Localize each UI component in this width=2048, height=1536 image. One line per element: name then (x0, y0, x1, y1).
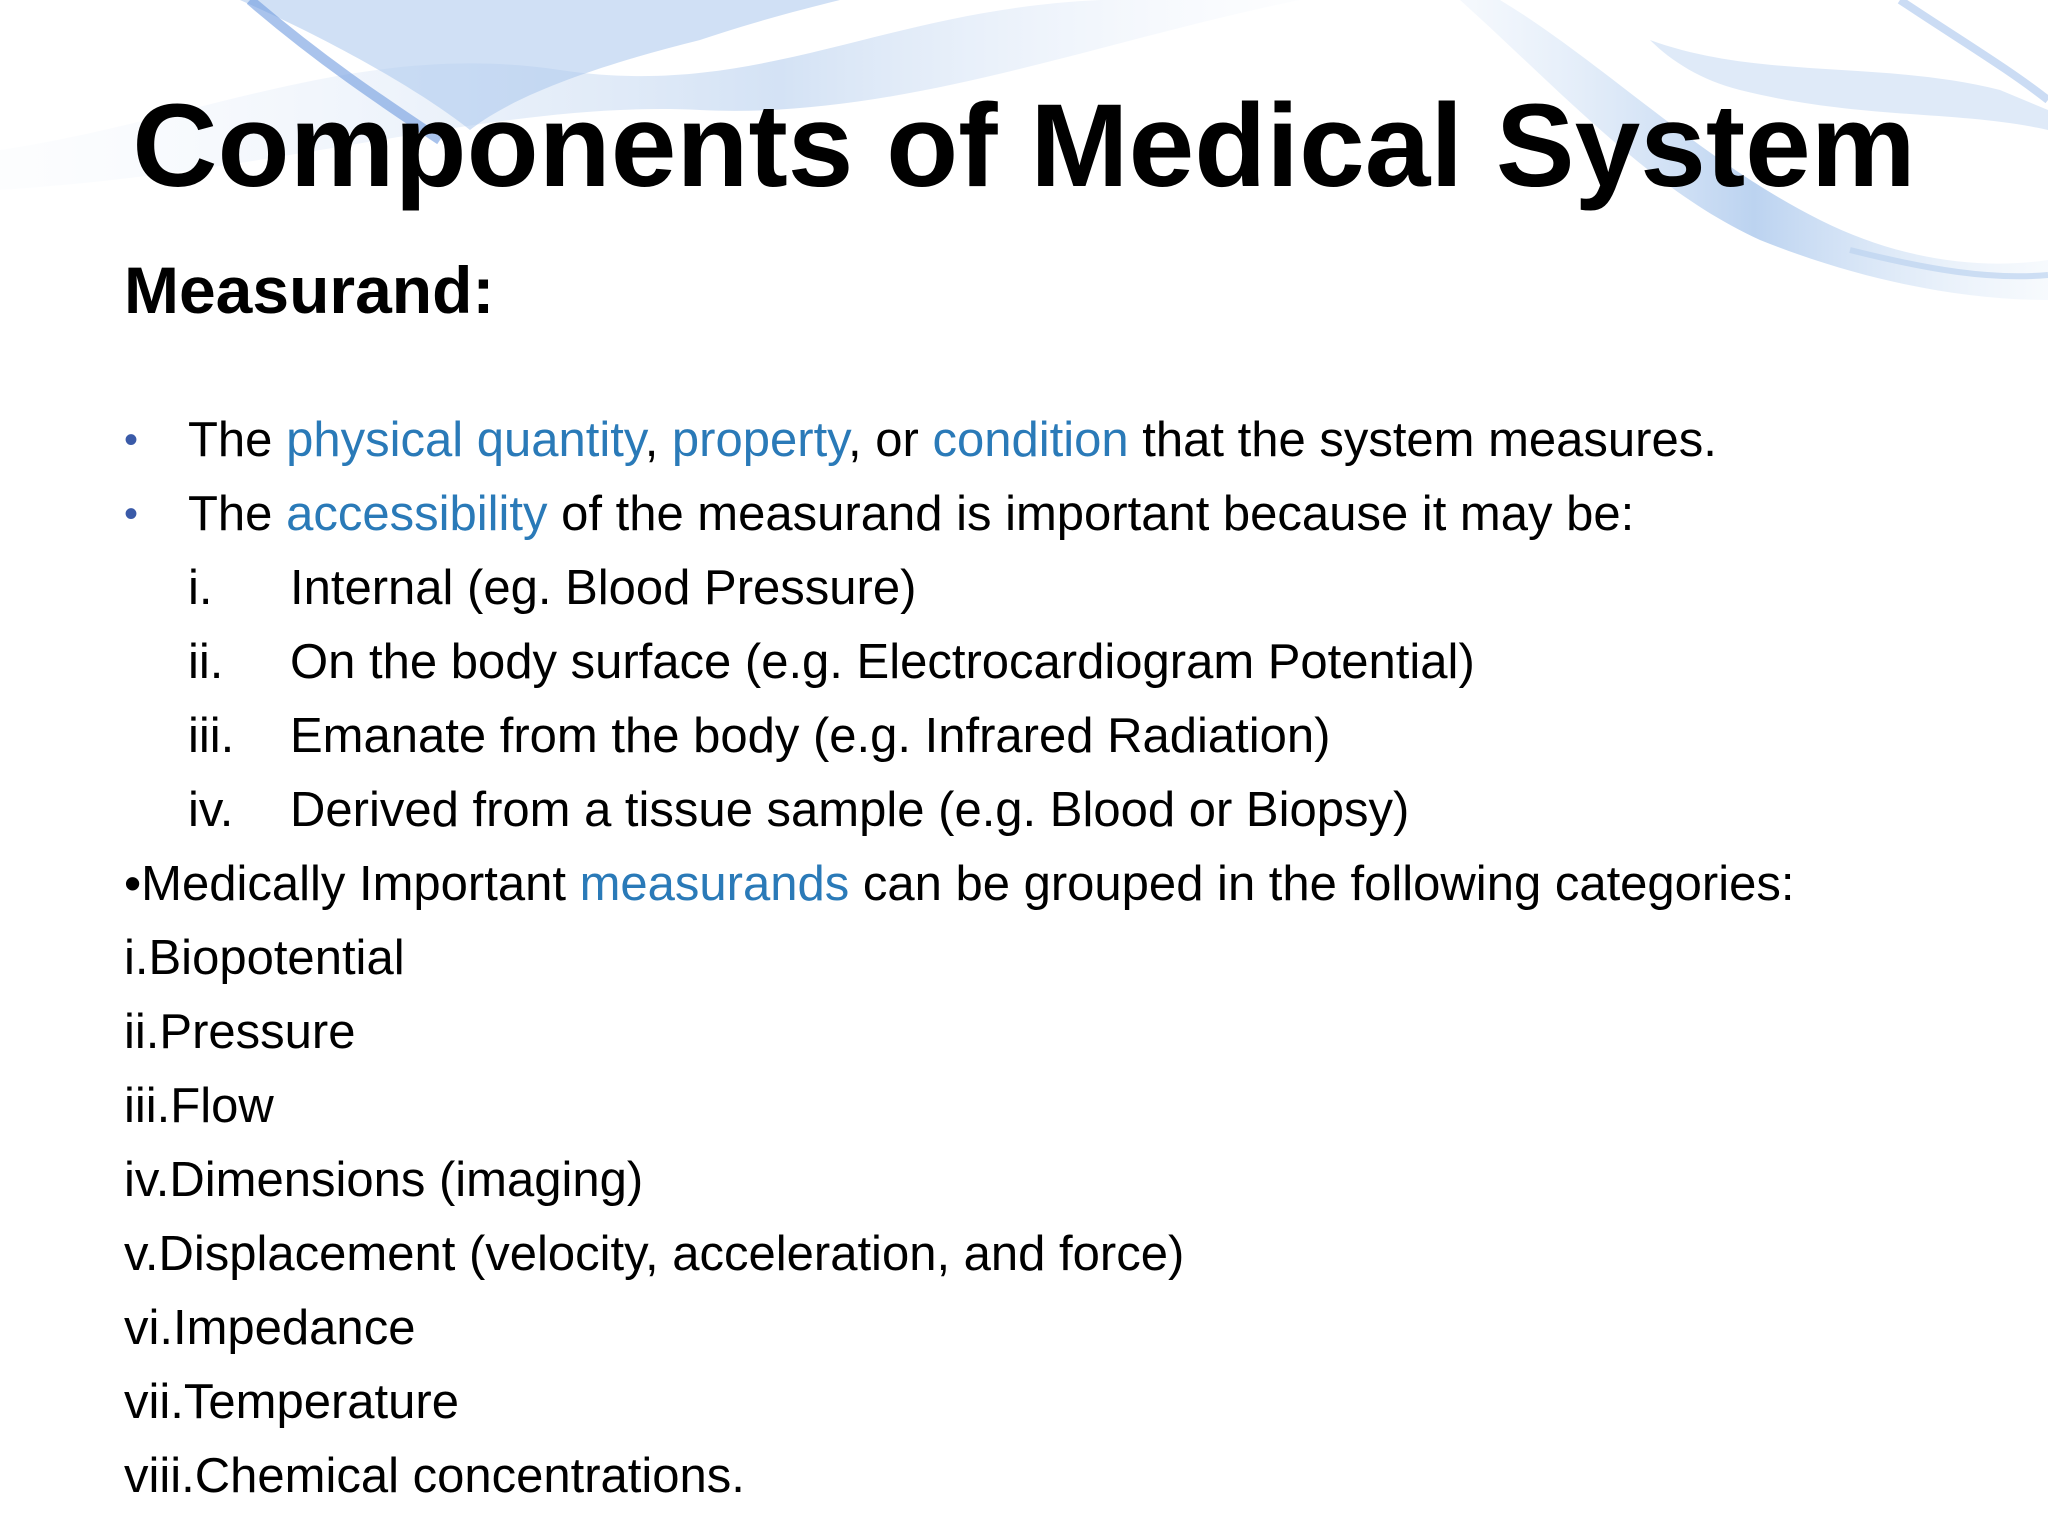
list-text: Emanate from the body (e.g. Infrared Radiation) (290, 709, 1331, 763)
list-numeral: ii. (188, 635, 224, 689)
category-item: iv.Dimensions (imaging) (124, 1153, 644, 1207)
highlight-term: measurands (579, 857, 850, 911)
category-item: vii.Temperature (124, 1375, 459, 1429)
category-item: v.Displacement (velocity, acceleration, and force) (124, 1227, 1185, 1281)
category-item: viii.Chemical concentrations. (124, 1449, 745, 1503)
category-item: vi.Impedance (124, 1301, 416, 1355)
list-text: Derived from a tissue sample (e.g. Blood or Biopsy) (290, 783, 1410, 837)
category-item: ii.Pressure (124, 1005, 356, 1059)
slide-title: Components of Medical System (132, 80, 1916, 212)
bullet-text: The physical quantity, property, or condition that the system measures. (188, 413, 1717, 467)
highlight-term: condition (932, 413, 1129, 467)
list-text: On the body surface (e.g. Electrocardiogram Potential) (290, 635, 1475, 689)
category-item: iii.Flow (124, 1079, 274, 1133)
list-numeral: i. (188, 561, 213, 615)
bullet-text: The accessibility of the measurand is important because it may be: (188, 487, 1635, 541)
highlight-term: accessibility (286, 487, 548, 541)
bullet-marker: • (124, 492, 139, 536)
list-numeral: iii. (188, 709, 235, 763)
categories-intro: •Medically Important measurands can be grouped in the following categories: (124, 857, 1795, 911)
section-heading: Measurand: (124, 253, 495, 327)
category-item: i.Biopotential (124, 931, 405, 985)
bullet-marker: • (124, 418, 139, 462)
highlight-term: property (671, 413, 849, 467)
list-text: Internal (eg. Blood Pressure) (290, 561, 917, 615)
list-numeral: iv. (188, 783, 234, 837)
highlight-term: physical quantity (286, 413, 645, 467)
